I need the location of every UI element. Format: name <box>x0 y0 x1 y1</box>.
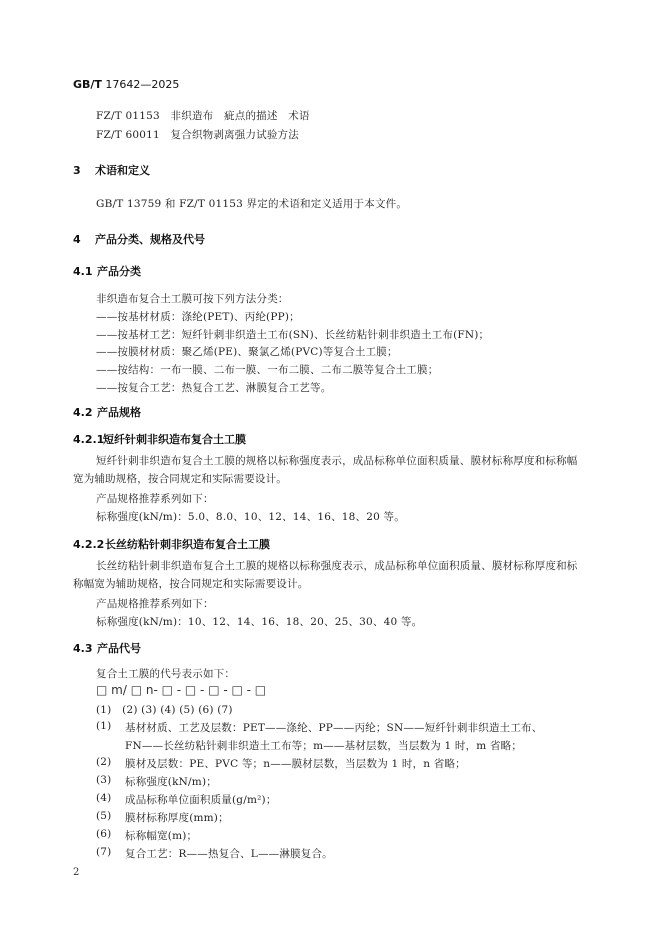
code-item-label: (2) <box>96 756 112 768</box>
section-heading-4-2-1 <box>73 431 246 447</box>
section-number: 4.3 <box>73 642 93 655</box>
section-number: 4 <box>73 233 81 246</box>
classification-line: ——按基材工艺：短纤针刺非织造土工布(SN)、长丝纺粘针刺非织造土工布(FN)； <box>96 329 490 341</box>
code-item-text: 标称强度(kN/m)； <box>125 776 217 788</box>
spec-series-intro: 产品规格推荐系列如下： <box>96 598 214 610</box>
classification-line: ——按结构：一布一膜、二布一膜、一布二膜、二布二膜等复合土工膜； <box>96 364 439 376</box>
code-item-text: 复合工艺：R——热复合、L——淋膜复合。 <box>125 848 333 860</box>
code-labels: (1) (2) (3) (4) (5) (6) (7) <box>96 704 233 716</box>
section-title: 产品代号 <box>97 642 141 655</box>
reference-item: FZ/T 01153 非织造布 疵点的描述 术语 <box>96 110 310 122</box>
section-number: 4.2 <box>73 406 93 419</box>
section-title: 长丝纺粘针刺非织造布复合土工膜 <box>105 538 270 551</box>
spec-series-intro: 产品规格推荐系列如下： <box>96 493 214 505</box>
page-number: 2 <box>73 867 80 878</box>
section-number: 3 <box>73 164 81 177</box>
section-heading-4-1 <box>73 263 141 279</box>
section-title: 术语和定义 <box>95 164 150 177</box>
section-title: 短纤针刺非织造布复合土工膜 <box>103 433 246 446</box>
classification-line: ——按膜材材质：聚乙烯(PE)、聚氯乙烯(PVC)等复合土工膜； <box>96 346 398 358</box>
code-item-label: (4) <box>96 792 112 804</box>
spec-paragraph: 长丝纺粘针刺非织造布复合土工膜的规格以标称强度表示，成品标称单位面积质量、膜材标称厚度和标称幅宽为辅助规格，按合同规定和实际需要设计。 <box>73 560 578 590</box>
code-item-text: 标称幅宽(m)； <box>125 830 198 842</box>
section-number: 4.2.2 <box>73 538 105 551</box>
classification-line: 非织造布复合土工膜可按下列方法分类： <box>96 293 289 305</box>
code-item-continuation: FN——长丝纺粘针刺非织造土工布等；m——基材层数，当层数为 1 时，m 省略； <box>125 740 523 752</box>
code-item-text: 膜材及层数：PE、PVC 等；n——膜材层数，当层数为 1 时，n 省略； <box>125 758 466 770</box>
spec-series-values: 标称强度(kN/m)：10、12、14、16、18、20、25、30、40 等。 <box>96 616 423 628</box>
section-heading-4 <box>73 231 205 247</box>
code-item-label: (7) <box>96 846 112 858</box>
section-heading-4-2 <box>73 404 141 420</box>
section-number: 4.1 <box>73 265 93 278</box>
section-title: 产品分类、规格及代号 <box>95 233 205 246</box>
code-item-text: 基材材质、工艺及层数：PET——涤纶、PP——丙纶；SN——短纤针刺非织造土工布、 <box>125 722 543 734</box>
section-3-text: GB/T 13759 和 FZ/T 01153 界定的术语和定义适用于本文件。 <box>96 198 408 210</box>
section-heading-4-3 <box>73 640 141 656</box>
code-item-label: (1) <box>96 720 112 732</box>
standard-prefix: GB/T <box>73 78 102 91</box>
code-item-label: (5) <box>96 810 112 822</box>
code-item-text: 膜材标称厚度(mm)； <box>125 812 229 824</box>
code-item-label: (6) <box>96 828 112 840</box>
spec-paragraph: 短纤针刺非织造布复合土工膜的规格以标称强度表示，成品标称单位面积质量、膜材标称厚度和标称幅宽为辅助规格，按合同规定和实际需要设计。 <box>73 455 578 485</box>
classification-line: ——按复合工艺：热复合工艺、淋膜复合工艺等。 <box>96 382 332 394</box>
section-title: 产品规格 <box>97 406 141 419</box>
code-item-text: 成品标称单位面积质量(g/m²)； <box>125 794 277 806</box>
classification-line: ——按基材材质：涤纶(PET)、丙纶(PP)； <box>96 311 300 323</box>
code-item-label: (3) <box>96 774 112 786</box>
code-format: □ m/ □ n- □ - □ - □ - □ - □ <box>96 683 267 697</box>
standard-header <box>73 78 179 91</box>
section-heading-3 <box>73 162 150 178</box>
spec-series-values: 标称强度(kN/m)：5.0、8.0、10、12、14、16、18、20 等。 <box>96 511 405 523</box>
section-title: 产品分类 <box>97 265 141 278</box>
section-number: 4.2.1 <box>73 433 105 446</box>
code-intro: 复合土工膜的代号表示如下： <box>96 668 236 680</box>
reference-item: FZ/T 60011 复合织物剥离强力试验方法 <box>96 129 299 141</box>
section-heading-4-2-2 <box>73 536 270 552</box>
standard-number: 17642—2025 <box>101 78 180 91</box>
